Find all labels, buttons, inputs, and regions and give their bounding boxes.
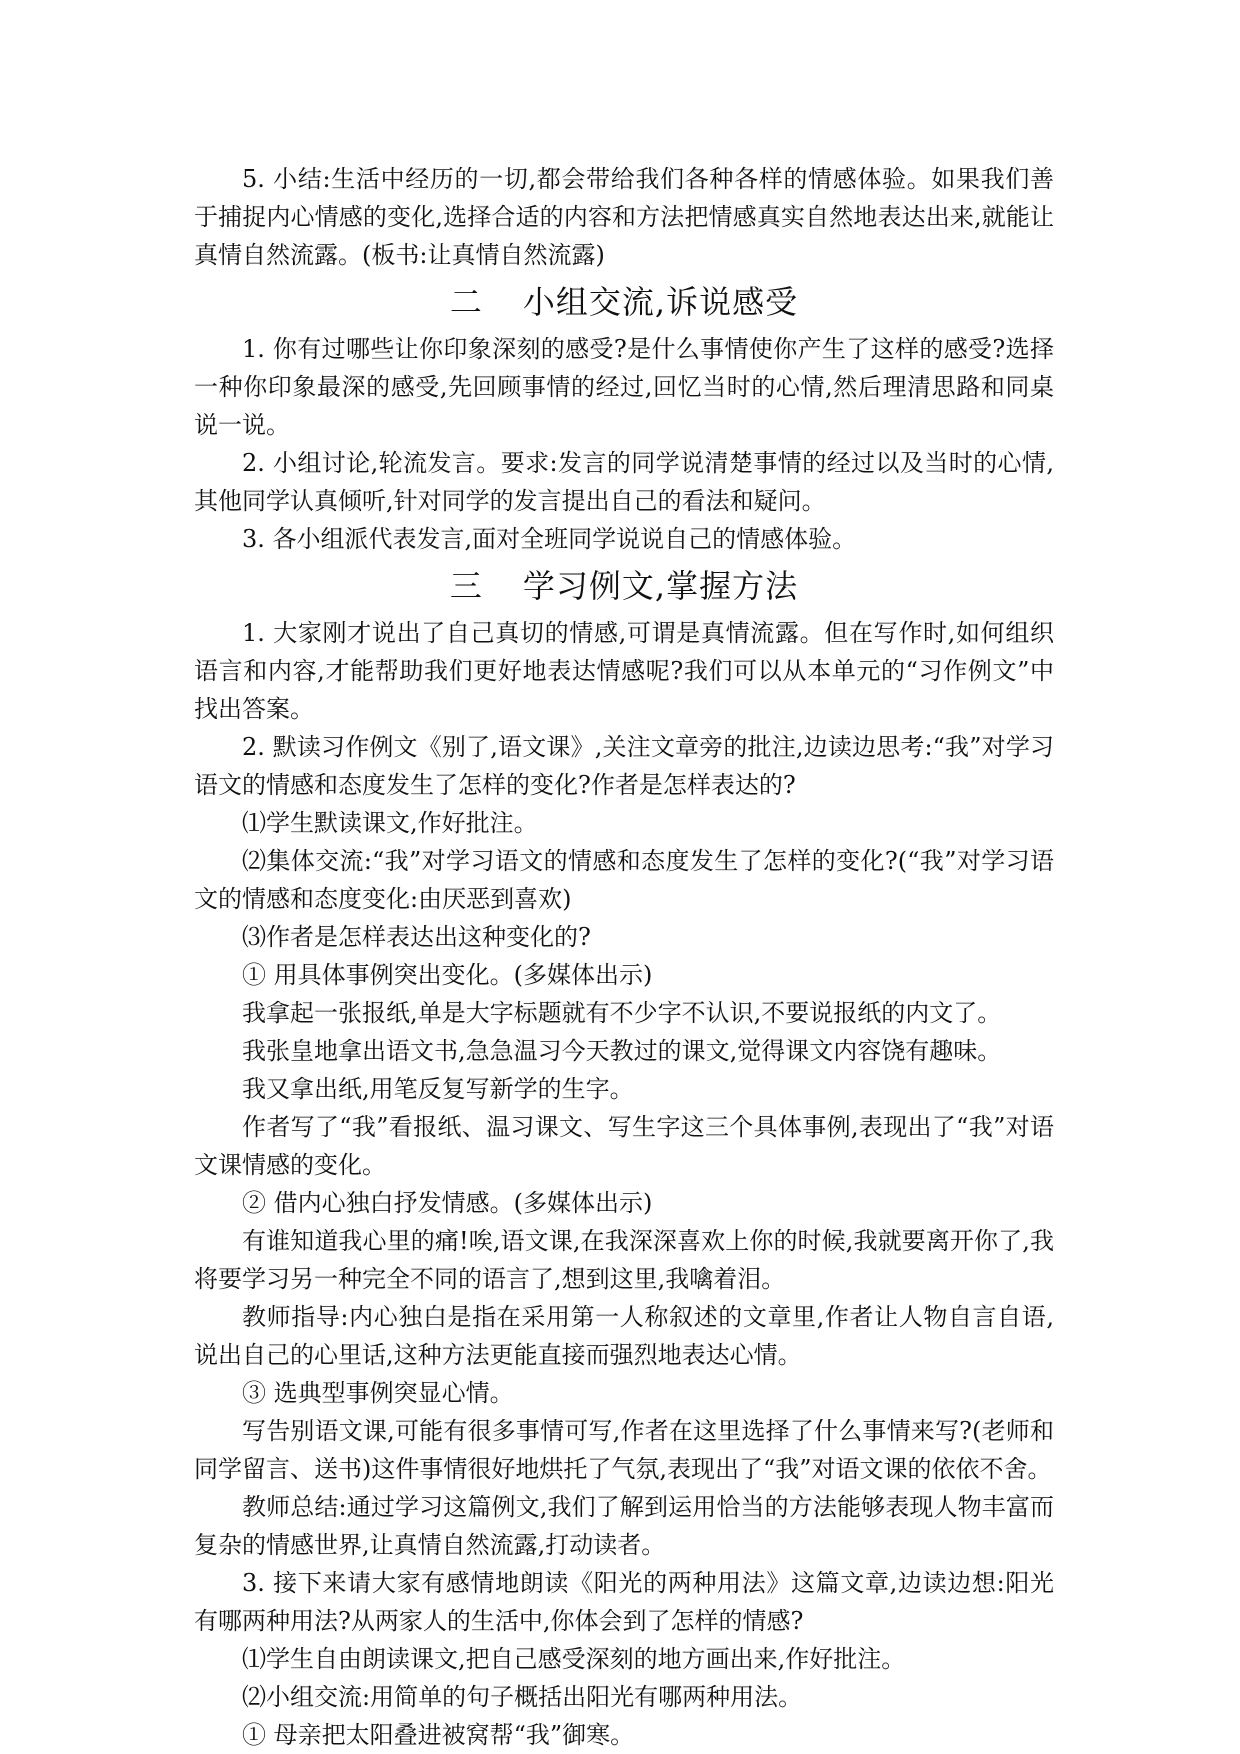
paragraph: 教师总结:通过学习这篇例文,我们了解到运用恰当的方法能够表现人物丰富而复杂的情感世界,让真情自然流露,打动读者。 <box>194 1493 1054 1559</box>
section-number: 二 <box>449 283 483 321</box>
paragraph: ② 借内心独白抒发情感。(多媒体出示) <box>242 1189 653 1217</box>
section-title: 学习例文,掌握方法 <box>522 567 799 605</box>
paragraph: 作者写了“我”看报纸、温习课文、写生字这三个具体事例,表现出了“我”对语文课情感的变化。 <box>194 1113 1054 1179</box>
section-number: 三 <box>449 567 483 605</box>
document-body <box>194 160 1054 1754</box>
paragraph: ⑴学生自由朗读课文,把自己感受深刻的地方画出来,作好批注。 <box>242 1645 906 1673</box>
paragraph: ⑶作者是怎样表达出这种变化的? <box>242 923 591 951</box>
paragraph: 写告别语文课,可能有很多事情可写,作者在这里选择了什么事情来写?(老师和同学留言、送书)这件事情很好地烘托了气氛,表现出了“我”对语文课的依依不舍。 <box>194 1417 1054 1483</box>
paragraph: 1. 你有过哪些让你印象深刻的感受?是什么事情使你产生了这样的感受?选择一种你印象最深的感受,先回顾事情的经过,回忆当时的心情,然后理清思路和同桌说一说。 <box>194 335 1054 439</box>
paragraph: ① 用具体事例突出变化。(多媒体出示) <box>242 961 653 989</box>
quote-line: 我又拿出纸,用笔反复写新学的生字。 <box>242 1075 634 1103</box>
quote-line: 有谁知道我心里的痛!唉,语文课,在我深深喜欢上你的时候,我就要离开你了,我将要学习另一种完全不同的语言了,想到这里,我噙着泪。 <box>194 1227 1054 1293</box>
paragraph: ⑴学生默读课文,作好批注。 <box>242 809 538 837</box>
paragraph: 3. 各小组派代表发言,面对全班同学说说自己的情感体验。 <box>242 525 857 553</box>
paragraph: ① 母亲把太阳叠进被窝帮“我”御寒。 <box>242 1721 635 1749</box>
section-heading-2 <box>194 274 1054 330</box>
quote-line: 我张皇地拿出语文书,急急温习今天教过的课文,觉得课文内容饶有趣味。 <box>242 1037 1002 1065</box>
paragraph: 3. 接下来请大家有感情地朗读《阳光的两种用法》这篇文章,边读边想:阳光有哪两种用法?从两家人的生活中,你体会到了怎样的情感? <box>194 1569 1054 1635</box>
paragraph: 1. 大家刚才说出了自己真切的情感,可谓是真情流露。但在写作时,如何组织语言和内容,才能帮助我们更好地表达情感呢?我们可以从本单元的“习作例文”中找出答案。 <box>194 619 1054 723</box>
section-heading-3 <box>194 558 1054 614</box>
paragraph: 教师指导:内心独白是指在采用第一人称叙述的文章里,作者让人物自言自语,说出自己的心里话,这种方法更能直接而强烈地表达心情。 <box>194 1303 1054 1369</box>
section-title: 小组交流,诉说感受 <box>522 283 799 321</box>
paragraph: ③ 选典型事例突显心情。 <box>242 1379 514 1407</box>
paragraph: ⑵集体交流:“我”对学习语文的情感和态度发生了怎样的变化?(“我”对学习语文的情感和态度变化:由厌恶到喜欢) <box>194 847 1054 913</box>
paragraph: 2. 默读习作例文《别了,语文课》,关注文章旁的批注,边读边思考:“我”对学习语文的情感和态度发生了怎样的变化?作者是怎样表达的? <box>194 733 1054 799</box>
quote-line: 我拿起一张报纸,单是大字标题就有不少字不认识,不要说报纸的内文了。 <box>242 999 1002 1027</box>
paragraph: ⑵小组交流:用简单的句子概括出阳光有哪两种用法。 <box>242 1683 803 1711</box>
paragraph: 2. 小组讨论,轮流发言。要求:发言的同学说清楚事情的经过以及当时的心情,其他同学认真倾听,针对同学的发言提出自己的看法和疑问。 <box>194 449 1054 515</box>
summary-paragraph: 5. 小结:生活中经历的一切,都会带给我们各种各样的情感体验。如果我们善于捕捉内心情感的变化,选择合适的内容和方法把情感真实自然地表达出来,就能让真情自然流露。(板书:让真情自然流露) <box>194 165 1054 269</box>
